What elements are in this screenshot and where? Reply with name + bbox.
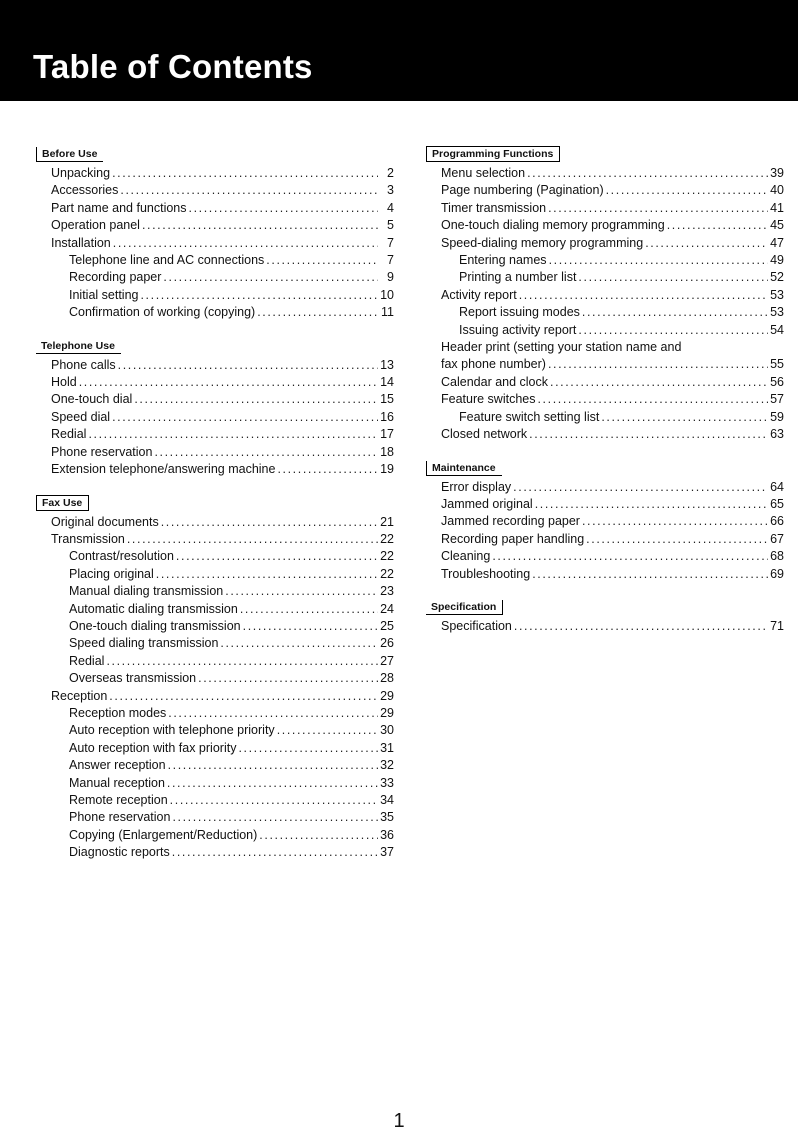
dot-leader bbox=[532, 566, 768, 583]
toc-page-number: 11 bbox=[381, 305, 394, 320]
toc-entry-title: Jammed recording paper bbox=[441, 514, 580, 529]
toc-entry-title: Phone reservation bbox=[51, 444, 153, 459]
dot-leader bbox=[168, 705, 378, 722]
toc-entry[interactable] bbox=[36, 757, 394, 774]
toc-entry-title: Calendar and clock bbox=[441, 374, 549, 389]
toc-page-number: 33 bbox=[380, 775, 394, 790]
toc-left-column bbox=[36, 144, 394, 876]
dot-leader bbox=[492, 548, 768, 565]
toc-entry-title: Jammed original bbox=[441, 496, 533, 511]
dot-leader bbox=[582, 513, 768, 530]
toc-page-number: 18 bbox=[380, 444, 394, 459]
dot-leader bbox=[106, 653, 378, 670]
toc-page-number: 14 bbox=[380, 375, 394, 390]
toc-page-number: 26 bbox=[380, 636, 394, 651]
toc-entry[interactable] bbox=[36, 653, 394, 670]
dot-leader bbox=[667, 217, 768, 234]
dot-leader bbox=[535, 496, 768, 513]
toc-section-specification bbox=[426, 597, 784, 635]
toc-entry[interactable] bbox=[36, 566, 394, 583]
dot-leader bbox=[257, 304, 378, 321]
toc-entry[interactable] bbox=[36, 269, 394, 286]
page-number: 1 bbox=[393, 1110, 405, 1132]
toc-page-number: 71 bbox=[770, 618, 784, 633]
toc-page-number: 9 bbox=[387, 270, 394, 285]
toc-page-number: 4 bbox=[387, 200, 394, 215]
toc-entry[interactable] bbox=[36, 444, 394, 461]
toc-page-number: 53 bbox=[770, 287, 784, 302]
toc-entry[interactable] bbox=[426, 409, 784, 426]
toc-entry[interactable] bbox=[426, 479, 784, 496]
toc-entry-title: Feature switches bbox=[441, 392, 536, 407]
toc-entry-title: Feature switch setting list bbox=[459, 409, 600, 424]
toc-entry[interactable] bbox=[36, 252, 394, 269]
toc-entry-title: One-touch dial bbox=[51, 392, 133, 407]
toc-section-maintenance bbox=[426, 458, 784, 583]
toc-entry-title: Contrast/resolution bbox=[69, 549, 174, 564]
toc-entry-title: Phone calls bbox=[51, 357, 116, 372]
dot-leader bbox=[88, 426, 378, 443]
toc-entry-title: Auto reception with fax priority bbox=[69, 740, 237, 755]
dot-leader bbox=[79, 374, 378, 391]
toc-entry[interactable] bbox=[426, 235, 784, 252]
toc-entry[interactable] bbox=[36, 182, 394, 199]
dot-leader bbox=[238, 740, 378, 757]
dot-leader bbox=[140, 287, 378, 304]
toc-page-number: 64 bbox=[770, 479, 784, 494]
toc-entry[interactable] bbox=[426, 304, 784, 321]
toc-entry-title: Unpacking bbox=[51, 166, 111, 180]
toc-entry-title: Automatic dialing transmission bbox=[69, 601, 238, 616]
toc-page-number: 22 bbox=[380, 566, 394, 581]
dot-leader bbox=[550, 374, 768, 391]
toc-page-number: 49 bbox=[770, 253, 784, 268]
dot-leader bbox=[176, 548, 378, 565]
toc-page-number: 5 bbox=[387, 218, 394, 233]
toc-entry-title: Original documents bbox=[51, 514, 159, 529]
section-heading: Programming Functions bbox=[426, 146, 560, 162]
dot-leader bbox=[198, 670, 378, 687]
toc-entry[interactable] bbox=[426, 548, 784, 565]
toc-page-number: 25 bbox=[380, 618, 394, 633]
toc-entry[interactable] bbox=[36, 601, 394, 618]
toc-entry-title: Recording paper bbox=[69, 270, 162, 285]
toc-entry-title: Closed network bbox=[441, 427, 528, 442]
toc-page-number: 52 bbox=[770, 270, 784, 285]
toc-entry-title: Issuing activity report bbox=[459, 322, 577, 337]
toc-entry[interactable] bbox=[36, 287, 394, 304]
toc-entry[interactable] bbox=[426, 322, 784, 339]
dot-leader bbox=[266, 252, 378, 269]
toc-entry-title: Remote reception bbox=[69, 793, 168, 807]
toc-entry[interactable] bbox=[36, 583, 394, 600]
toc-page-number: 65 bbox=[770, 496, 784, 511]
toc-page-number: 35 bbox=[380, 810, 394, 825]
toc-entry[interactable] bbox=[36, 409, 394, 426]
section-heading: Before Use bbox=[36, 147, 103, 162]
toc-entry[interactable] bbox=[36, 722, 394, 739]
toc-entry-title: Hold bbox=[51, 375, 77, 390]
toc-entry[interactable] bbox=[36, 531, 394, 548]
toc-page-number: 69 bbox=[770, 566, 784, 581]
dot-leader bbox=[112, 165, 378, 182]
toc-entry-title: Answer reception bbox=[69, 758, 166, 773]
toc-entry-title: Placing original bbox=[69, 566, 154, 581]
toc-entry[interactable] bbox=[426, 200, 784, 217]
toc-entry-title: Troubleshooting bbox=[441, 566, 531, 581]
toc-entry[interactable] bbox=[36, 705, 394, 722]
toc-entry[interactable] bbox=[36, 426, 394, 443]
toc-page-number: 15 bbox=[380, 392, 394, 407]
dot-leader bbox=[240, 601, 378, 618]
toc-section-before-use bbox=[36, 144, 394, 322]
toc-page-number: 29 bbox=[380, 688, 394, 703]
toc-page-number: 27 bbox=[380, 653, 394, 668]
toc-page-number: 63 bbox=[770, 427, 784, 442]
toc-page-number: 13 bbox=[380, 357, 394, 372]
toc-entry-title: Reception bbox=[51, 688, 108, 703]
toc-entry[interactable] bbox=[426, 374, 784, 391]
toc-page-number: 3 bbox=[387, 183, 394, 198]
toc-entry[interactable] bbox=[36, 200, 394, 217]
toc-entry[interactable] bbox=[36, 809, 394, 826]
dot-leader bbox=[578, 269, 768, 286]
dot-leader bbox=[519, 287, 768, 304]
dot-leader bbox=[225, 583, 378, 600]
toc-entry[interactable] bbox=[426, 618, 784, 635]
toc-entry[interactable] bbox=[36, 670, 394, 687]
toc-entry-title: Telephone line and AC connections bbox=[69, 253, 265, 268]
section-heading: Specification bbox=[426, 600, 503, 615]
toc-page-number: 39 bbox=[770, 166, 784, 180]
header-bar bbox=[0, 0, 798, 101]
toc-entry[interactable] bbox=[36, 217, 394, 234]
toc-page-number: 68 bbox=[770, 549, 784, 564]
toc-page-number: 67 bbox=[770, 531, 784, 546]
toc-entry-title: Activity report bbox=[441, 287, 517, 302]
toc-page-number: 29 bbox=[380, 705, 394, 720]
toc-entry[interactable] bbox=[36, 374, 394, 391]
toc-page-number: 47 bbox=[770, 235, 784, 250]
toc-entry[interactable] bbox=[426, 165, 784, 182]
dot-leader bbox=[168, 757, 378, 774]
toc-entry-title: Redial bbox=[69, 653, 105, 668]
toc-entry-title: Cleaning bbox=[441, 549, 491, 564]
toc-entry-title: Error display bbox=[441, 479, 512, 494]
toc-entry[interactable] bbox=[426, 426, 784, 443]
dot-leader bbox=[601, 409, 768, 426]
dot-leader bbox=[514, 618, 768, 635]
toc-entry-title: Part name and functions bbox=[51, 200, 187, 215]
toc-entry-title: Specification bbox=[441, 618, 512, 633]
dot-leader bbox=[156, 566, 378, 583]
toc-entry[interactable] bbox=[426, 356, 784, 373]
toc-entry-title: Accessories bbox=[51, 183, 119, 198]
toc-entry[interactable] bbox=[426, 182, 784, 199]
toc-page-number: 34 bbox=[380, 793, 394, 807]
dot-leader bbox=[582, 304, 768, 321]
toc-entry-title: Reception modes bbox=[69, 705, 167, 720]
toc-entry-title: Page numbering (Pagination) bbox=[441, 183, 604, 198]
dot-leader bbox=[277, 461, 378, 478]
section-heading: Telephone Use bbox=[36, 339, 121, 354]
toc-entry[interactable] bbox=[36, 235, 394, 252]
toc-entry[interactable] bbox=[426, 531, 784, 548]
dot-leader bbox=[645, 235, 768, 252]
toc-entry-title: Redial bbox=[51, 427, 87, 442]
dot-leader bbox=[142, 217, 378, 234]
toc-entry[interactable] bbox=[36, 688, 394, 705]
toc-entry-title: One-touch dialing transmission bbox=[69, 618, 241, 633]
toc-entry[interactable] bbox=[426, 217, 784, 234]
dot-leader bbox=[112, 409, 378, 426]
toc-page-number: 19 bbox=[380, 462, 394, 477]
toc-entry[interactable] bbox=[36, 548, 394, 565]
toc-entry[interactable] bbox=[36, 391, 394, 408]
dot-leader bbox=[120, 182, 378, 199]
toc-entry-title: Operation panel bbox=[51, 218, 140, 233]
toc-page-number: 24 bbox=[380, 601, 394, 616]
toc-entry-title: Entering names bbox=[459, 253, 547, 268]
toc-page-number: 10 bbox=[380, 287, 394, 302]
toc-entry[interactable] bbox=[36, 827, 394, 844]
section-heading: Maintenance bbox=[426, 461, 502, 476]
dot-leader bbox=[154, 444, 378, 461]
dot-leader bbox=[259, 827, 378, 844]
toc-entry-title: Manual reception bbox=[69, 775, 165, 790]
toc-page-number: 21 bbox=[380, 514, 394, 529]
toc-entry-title: Speed dial bbox=[51, 409, 111, 424]
dot-leader bbox=[172, 844, 378, 861]
toc-page-number: 55 bbox=[770, 357, 784, 372]
toc-page-number: 59 bbox=[770, 409, 784, 424]
toc-entry[interactable] bbox=[36, 165, 394, 182]
toc-page-number: 66 bbox=[770, 514, 784, 529]
page-title: Table of Contents bbox=[33, 48, 313, 85]
toc-entry-title: Header print (setting your station name and bbox=[441, 340, 682, 355]
toc-page-number: 31 bbox=[380, 740, 394, 755]
toc-page-number: 22 bbox=[380, 549, 394, 564]
toc-page-number: 41 bbox=[770, 200, 784, 215]
toc-entry-title: fax phone number) bbox=[441, 357, 546, 372]
toc-page-number: 28 bbox=[380, 671, 394, 686]
toc-page-number: 17 bbox=[380, 427, 394, 442]
toc-entry[interactable] bbox=[426, 513, 784, 530]
dot-leader bbox=[243, 618, 378, 635]
dot-leader bbox=[161, 514, 378, 531]
toc-page-number: 30 bbox=[380, 723, 394, 738]
toc-page-number: 40 bbox=[770, 183, 784, 198]
toc-entry-title: Extension telephone/answering machine bbox=[51, 462, 276, 477]
dot-leader bbox=[277, 722, 378, 739]
dot-leader bbox=[527, 165, 768, 182]
toc-entry[interactable] bbox=[36, 844, 394, 861]
dot-leader bbox=[163, 269, 378, 286]
toc-entry[interactable] bbox=[36, 461, 394, 478]
toc-right-column bbox=[426, 144, 784, 649]
toc-page-number: 45 bbox=[770, 218, 784, 233]
dot-leader bbox=[189, 200, 379, 217]
toc-entry[interactable] bbox=[426, 339, 784, 356]
toc-entry[interactable] bbox=[36, 635, 394, 652]
toc-entry-title: Recording paper handling bbox=[441, 531, 585, 546]
dot-leader bbox=[109, 688, 378, 705]
toc-entry-title: Phone reservation bbox=[69, 810, 171, 825]
dot-leader bbox=[548, 356, 768, 373]
toc-page-number: 7 bbox=[387, 253, 394, 268]
toc-entry[interactable] bbox=[426, 391, 784, 408]
toc-section-programming-functions bbox=[426, 144, 784, 444]
toc-entry-title: Transmission bbox=[51, 531, 125, 546]
toc-entry[interactable] bbox=[426, 252, 784, 269]
dot-leader bbox=[586, 531, 768, 548]
toc-entry-title: Timer transmission bbox=[441, 200, 547, 215]
toc-entry-title: Confirmation of working (copying) bbox=[69, 305, 256, 320]
toc-entry[interactable] bbox=[36, 514, 394, 531]
toc-section-telephone-use bbox=[36, 336, 394, 479]
dot-leader bbox=[167, 775, 378, 792]
toc-entry[interactable] bbox=[36, 618, 394, 635]
toc-entry[interactable] bbox=[36, 304, 394, 321]
dot-leader bbox=[127, 531, 378, 548]
toc-entry-title: Copying (Enlargement/Reduction) bbox=[69, 827, 258, 842]
toc-entry[interactable] bbox=[36, 792, 394, 809]
toc-entry-title: Auto reception with telephone priority bbox=[69, 723, 275, 738]
toc-page-number: 54 bbox=[770, 322, 784, 337]
toc-entry[interactable] bbox=[426, 566, 784, 583]
toc-entry-title: Speed dialing transmission bbox=[69, 636, 219, 651]
dot-leader bbox=[113, 235, 378, 252]
toc-entry-title: Installation bbox=[51, 235, 111, 250]
toc-entry-title: One-touch dialing memory programming bbox=[441, 218, 665, 233]
dot-leader bbox=[529, 426, 768, 443]
toc-entry-title: Initial setting bbox=[69, 287, 139, 302]
dot-leader bbox=[549, 252, 768, 269]
toc-entry[interactable] bbox=[426, 269, 784, 286]
toc-page-number: 7 bbox=[387, 235, 394, 250]
toc-entry[interactable] bbox=[426, 496, 784, 513]
toc-page-number: 53 bbox=[770, 305, 784, 320]
dot-leader bbox=[537, 391, 768, 408]
toc-page-number: 23 bbox=[380, 584, 394, 599]
toc-entry[interactable] bbox=[36, 740, 394, 757]
toc-page-number: 16 bbox=[380, 409, 394, 424]
dot-leader bbox=[220, 635, 378, 652]
toc-entry[interactable] bbox=[36, 775, 394, 792]
dot-leader bbox=[134, 391, 378, 408]
toc-entry-title: Overseas transmission bbox=[69, 671, 197, 686]
toc-entry[interactable] bbox=[426, 287, 784, 304]
toc-page-number: 57 bbox=[770, 392, 784, 407]
section-heading: Fax Use bbox=[36, 495, 89, 511]
toc-entry[interactable] bbox=[36, 357, 394, 374]
dot-leader bbox=[578, 322, 768, 339]
toc-page-number: 36 bbox=[380, 827, 394, 842]
dot-leader bbox=[118, 357, 378, 374]
toc-entry-title: Printing a number list bbox=[459, 270, 577, 285]
toc-page-number: 22 bbox=[380, 531, 394, 546]
dot-leader bbox=[170, 792, 378, 809]
toc-entry-title: Manual dialing transmission bbox=[69, 584, 224, 599]
dot-leader bbox=[513, 479, 768, 496]
toc-page-number: 37 bbox=[380, 845, 394, 860]
toc-section-fax-use bbox=[36, 493, 394, 862]
dot-leader bbox=[606, 182, 768, 199]
toc-entry-title: Menu selection bbox=[441, 166, 526, 180]
toc-entry-title: Diagnostic reports bbox=[69, 845, 170, 860]
toc-page-number: 2 bbox=[387, 166, 394, 180]
toc-page-number: 56 bbox=[770, 374, 784, 389]
toc-page-number: 32 bbox=[380, 758, 394, 773]
toc-entry-title: Report issuing modes bbox=[459, 305, 580, 320]
dot-leader bbox=[172, 809, 378, 826]
dot-leader bbox=[548, 200, 768, 217]
toc-entry-title: Speed-dialing memory programming bbox=[441, 235, 644, 250]
